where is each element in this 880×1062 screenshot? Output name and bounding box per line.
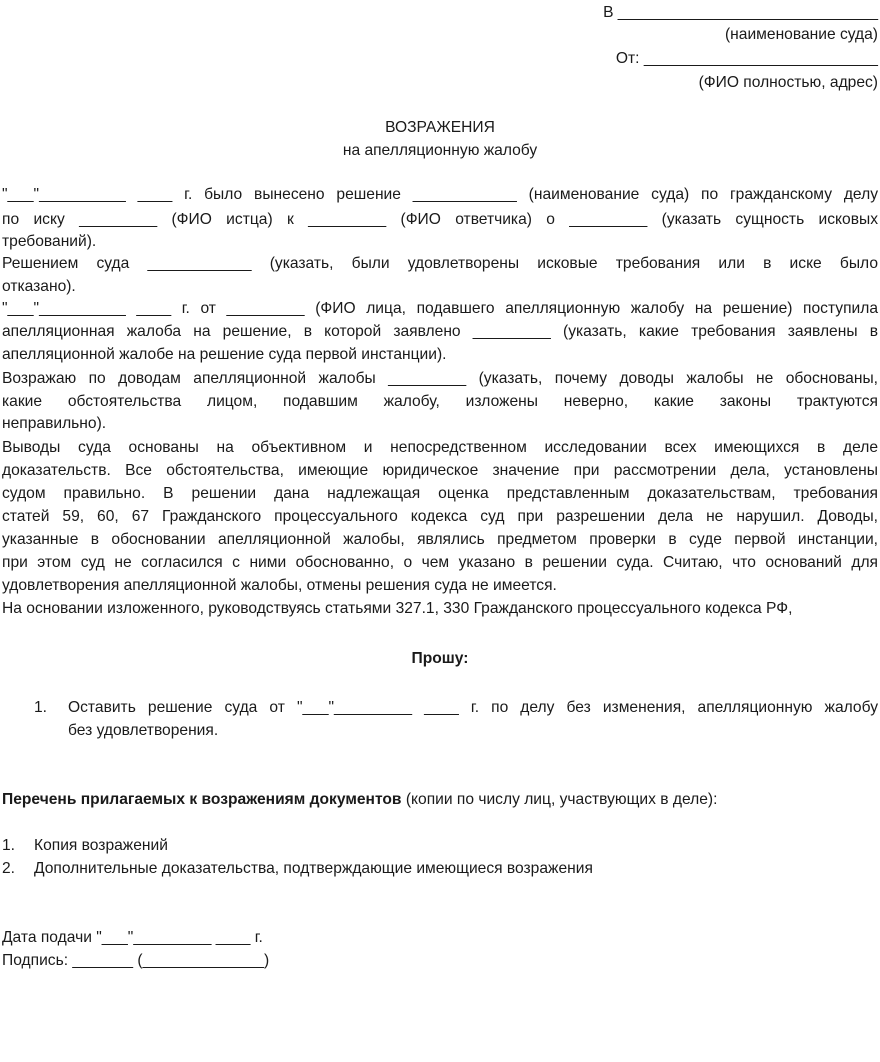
body-line: указанные в обосновании апелляционной жалобы, являлись предметом проверки в суде первой инстанции,: [2, 531, 878, 548]
body-line: Выводы суда основаны на объективном и непосредственном исследовании всех имеющихся в деле: [2, 439, 878, 456]
body-line: какие обстоятельства лицом, подавшим жалобу, изложены неверно, какие законы трактуются: [2, 393, 878, 410]
body-line: требований).: [2, 233, 97, 250]
sender-line: От: ___________________________: [615, 50, 878, 67]
document-subtitle: на апелляционную жалобу: [342, 142, 538, 159]
body-line: удовлетворения апелляционной жалобы, отмены решения суда не имеется.: [2, 577, 557, 594]
signature-line: Подпись: _______ (______________): [2, 952, 270, 969]
body-line: "___"__________ ____ г. было вынесено решение ____________ (наименование суда) по гражданскому делу: [2, 186, 878, 203]
sender-hint: (ФИО полностью, адрес): [698, 74, 878, 91]
addressee-court-hint: (наименование суда): [724, 26, 878, 43]
body-line: неправильно).: [2, 415, 107, 432]
body-line: доказательств. Все обстоятельства, имеющие юридическое значение при рассмотрении дела, установлены: [2, 462, 878, 479]
body-line: статей 59, 60, 67 Гражданского процессуального кодекса суд при разрешении дела не нарушил. Доводы,: [2, 508, 878, 525]
body-line: при этом суд не согласился с ними обоснованно, о чем указано в решении суда. Считаю, что оснований для: [2, 554, 878, 571]
body-line: по иску _________ (ФИО истца) к _________ (ФИО ответчика) о _________ (указать сущность исковых: [2, 211, 878, 228]
request-heading: Прошу:: [411, 650, 469, 667]
attachment-item: Дополнительные доказательства, подтверждающие имеющиеся возражения: [34, 860, 593, 877]
attachment-item-number: 1.: [2, 837, 16, 854]
body-line: Возражаю по доводам апелляционной жалобы _________ (указать, почему доводы жалобы не обоснованы,: [2, 370, 878, 387]
body-line: На основании изложенного, руководствуясь статьями 327.1, 330 Гражданского процессуального кодекса РФ,: [2, 600, 793, 617]
submission-date-line: Дата подачи "___"_________ ____ г.: [2, 929, 263, 946]
body-line: апелляционная жалоба на решение, в которой заявлено _________ (указать, какие требования заявлены в: [2, 323, 878, 340]
document-title: ВОЗРАЖЕНИЯ: [385, 119, 495, 136]
attachments-heading: Перечень прилагаемых к возражениям документов (копии по числу лиц, участвующих в деле):: [2, 791, 718, 808]
body-line: Решением суда ____________ (указать, были удовлетворены исковые требования или в иске было: [2, 255, 878, 272]
addressee-court-line: В ______________________________: [603, 4, 878, 21]
attachment-item-number: 2.: [2, 860, 16, 877]
body-line: "___"__________ ____ г. от _________ (ФИО лица, подавшего апелляционную жалобу на решение) поступила: [2, 300, 878, 317]
request-item-number: 1.: [34, 699, 48, 716]
body-line: судом правильно. В решении дана надлежащая оценка представленным доказательствам, требования: [2, 485, 878, 502]
attachment-item: Копия возражений: [34, 837, 168, 854]
body-line: апелляционной жалобе на решение суда первой инстанции).: [2, 346, 447, 363]
request-item-text-cont: без удовлетворения.: [68, 722, 219, 739]
body-line: отказано).: [2, 278, 76, 295]
request-item-text: Оставить решение суда от "___"_________ ____ г. по делу без изменения, апелляционную жалобу: [68, 699, 878, 716]
